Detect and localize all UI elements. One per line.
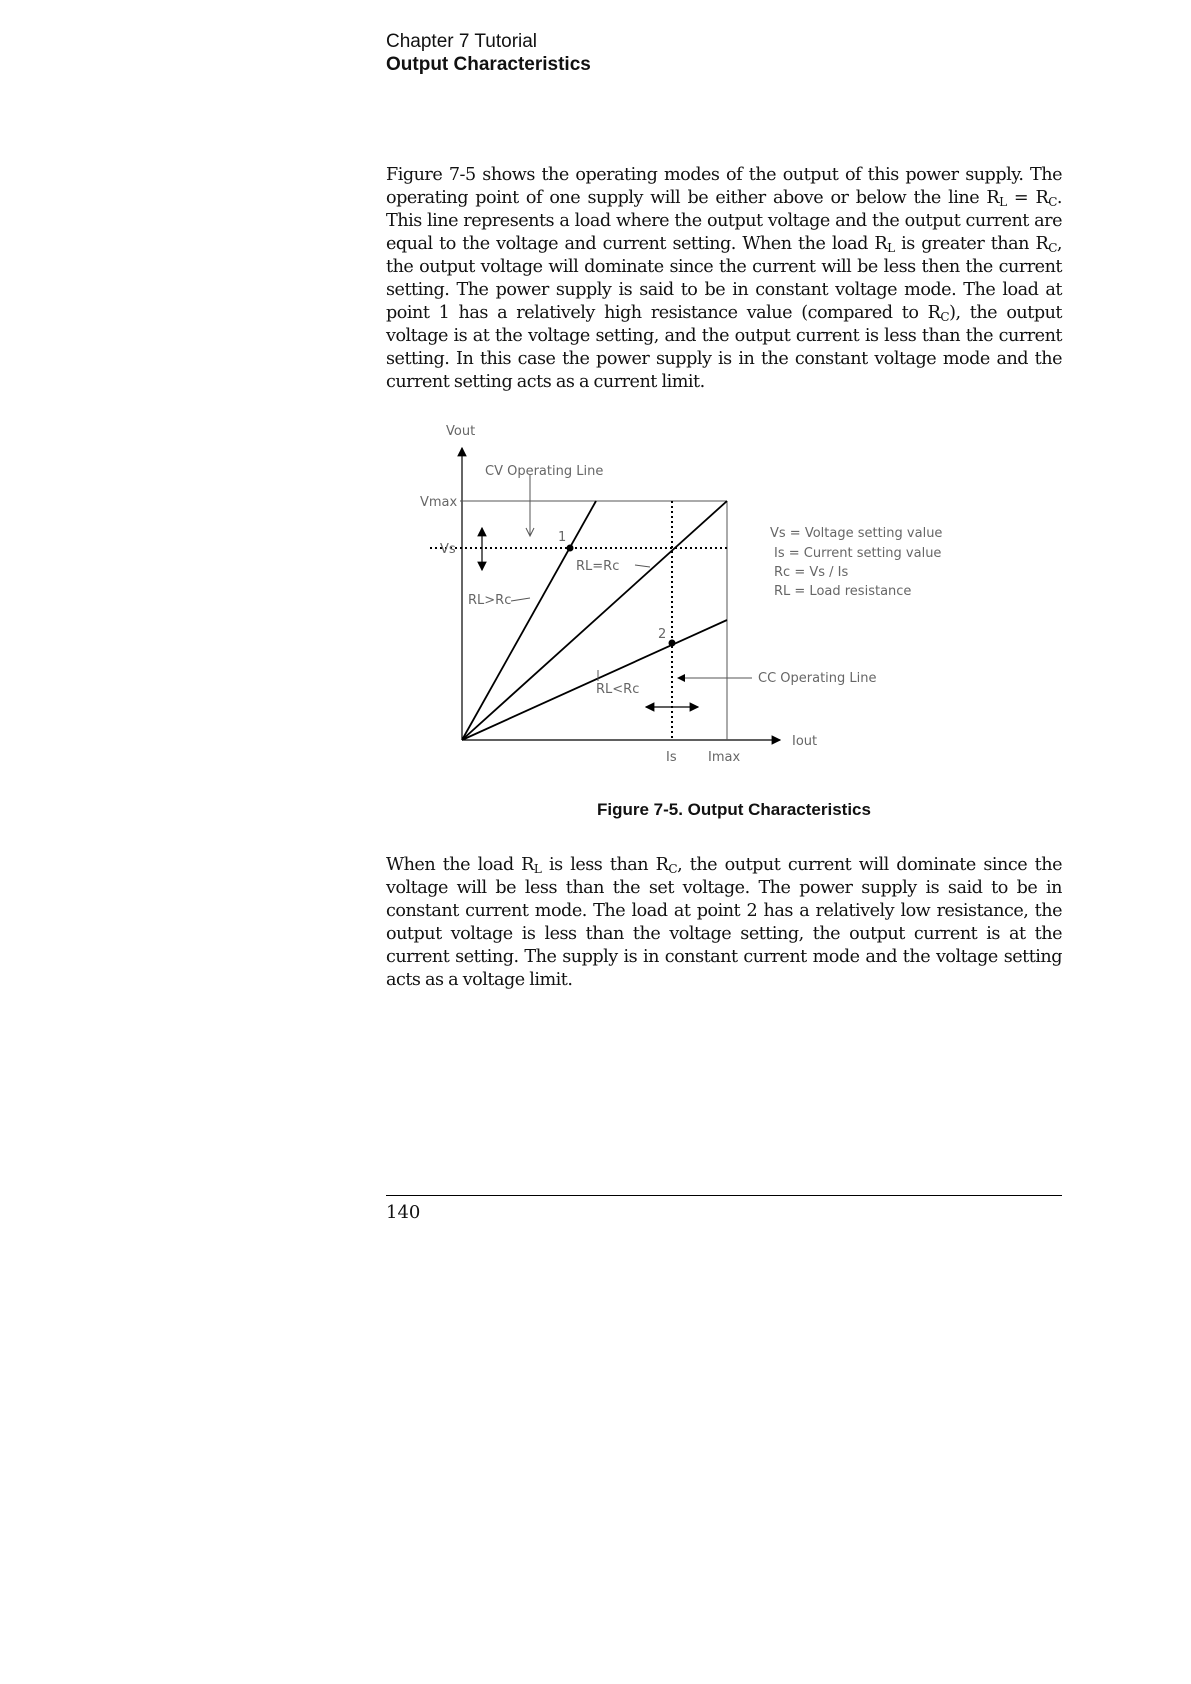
text-run: setting. The power supply is said to be in constant voltage mode. The load at <box>386 280 1062 300</box>
text-line <box>386 348 1062 371</box>
text-line <box>386 233 1062 256</box>
text-run: point 1 has a relatively high resistance value (compared to R <box>386 303 941 323</box>
text-line <box>386 279 1062 302</box>
operating-point-2 <box>669 640 676 647</box>
legend-rl: RL = Load resistance <box>774 584 912 599</box>
iout-label: Iout <box>792 734 818 749</box>
chapter-title: Chapter 7 Tutorial <box>386 31 538 52</box>
vs-label: Vs <box>440 542 456 557</box>
rl-lt-rc-label: RL<Rc <box>596 682 640 697</box>
subscript: C <box>1048 241 1057 255</box>
text-run: ), the output <box>949 303 1062 323</box>
text-run: voltage will be less than the set voltage. The power supply is said to be in <box>386 878 1062 898</box>
text-run: . <box>1056 188 1062 208</box>
rl-eq-pointer <box>635 565 650 567</box>
text-line <box>386 969 1062 992</box>
text-run: setting. In this case the power supply is in the constant voltage mode and the <box>386 349 1062 369</box>
point-2-label: 2 <box>658 627 667 642</box>
text-line <box>386 325 1062 348</box>
operating-point-1 <box>567 545 574 552</box>
text-run: the output voltage will dominate since the current will be less then the current <box>386 257 1062 277</box>
text-line <box>386 946 1062 969</box>
rl-gt-pointer <box>511 598 530 601</box>
output-characteristics-figure <box>400 415 980 775</box>
text-run: , the output current will dominate since the <box>677 855 1062 875</box>
text-line <box>386 854 1062 877</box>
paragraph-2 <box>386 854 1062 992</box>
paragraph-1 <box>386 164 1062 394</box>
text-run: constant current mode. The load at point 2 has a relatively low resistance, the <box>386 901 1062 921</box>
figure-caption: Figure 7-5. Output Characteristics <box>597 800 871 819</box>
text-line <box>386 302 1062 325</box>
text-line <box>386 164 1062 187</box>
text-run: This line represents a load where the output voltage and the output current are <box>386 211 1062 231</box>
subscript: L <box>999 195 1007 209</box>
text-line <box>386 900 1062 923</box>
legend-is: Is = Current setting value <box>774 546 942 561</box>
section-title: Output Characteristics <box>386 54 591 75</box>
vmax-label: Vmax <box>420 495 458 510</box>
footer-rule <box>386 1195 1062 1196</box>
legend-vs: Vs = Voltage setting value <box>770 526 943 541</box>
subscript: L <box>887 241 895 255</box>
legend-rc: Rc = Vs / Is <box>774 565 849 580</box>
text-run: equal to the voltage and current setting. When the load R <box>386 234 888 254</box>
cv-operating-line-label: CV Operating Line <box>485 464 604 479</box>
load-line-rl-eq-rc <box>462 501 727 740</box>
text-line <box>386 256 1062 279</box>
text-run: Figure 7-5 shows the operating modes of the output of this power supply. The <box>386 165 1062 185</box>
text-run: operating point of one supply will be either above or below the line R <box>386 188 1000 208</box>
text-run: acts as a voltage limit. <box>386 970 573 990</box>
is-label: Is <box>666 750 677 765</box>
load-line-rl-lt-rc <box>462 620 727 740</box>
text-run: voltage is at the voltage setting, and the output current is less than the current <box>386 326 1062 346</box>
text-run: , <box>1056 234 1062 254</box>
subscript: C <box>940 310 950 324</box>
imax-label: Imax <box>708 750 741 765</box>
text-run: is less than R <box>541 855 669 875</box>
rl-eq-rc-label: RL=Rc <box>576 559 620 574</box>
subscript: C <box>668 862 678 876</box>
text-run: When the load R <box>386 855 534 875</box>
text-run: = R <box>1006 188 1049 208</box>
subscript: L <box>533 862 542 876</box>
point-1-label: 1 <box>558 530 567 545</box>
text-run: is greater than R <box>894 234 1049 254</box>
text-run: current setting acts as a current limit. <box>386 372 705 392</box>
vout-label: Vout <box>446 424 476 439</box>
text-line <box>386 187 1062 210</box>
text-line <box>386 210 1062 233</box>
text-run: current setting. The supply is in constant current mode and the voltage setting <box>386 947 1062 967</box>
cc-operating-line-label: CC Operating Line <box>758 671 877 686</box>
text-line <box>386 371 1062 394</box>
text-line <box>386 877 1062 900</box>
subscript: C <box>1048 195 1057 209</box>
page-number: 140 <box>386 1202 421 1223</box>
rl-gt-rc-label: RL>Rc <box>468 593 512 608</box>
page-header <box>386 30 591 76</box>
text-run: output voltage is less than the voltage setting, the output current is at the <box>386 924 1062 944</box>
text-line <box>386 923 1062 946</box>
